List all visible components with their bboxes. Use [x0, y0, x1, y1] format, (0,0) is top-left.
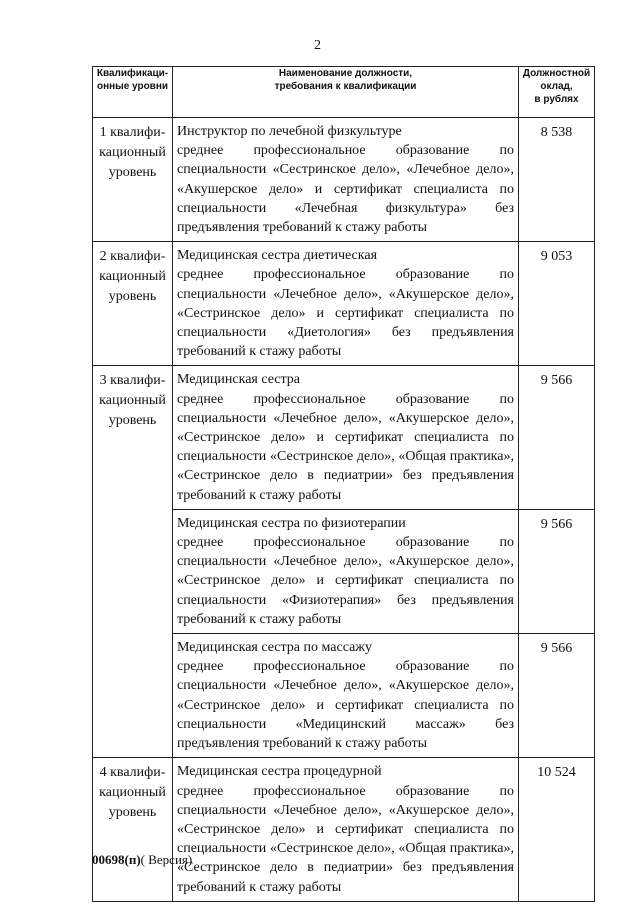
position-requirements: среднее профессиональное образование по специальности «Лечебное дело», «Акушерское дело», «Сестринское дело» и сертификат специалиста по специальности «Сестринское дело», «Общая практика», «Сестринское дело в педиатрии» без предъявления требований к стажу работы	[177, 783, 514, 895]
table-row	[93, 758, 595, 901]
document-version: ( Версия)	[140, 852, 193, 867]
qualification-level-cell	[93, 118, 173, 242]
position-cell	[173, 509, 519, 633]
level-line: 1 квалифи-	[99, 125, 166, 140]
position-cell	[173, 118, 519, 242]
level-line: 2 квалифи-	[99, 249, 166, 265]
header-line: Квалификаци-	[96, 68, 169, 79]
position-title: Медицинская сестра	[177, 372, 301, 388]
position-requirements: среднее профессиональное образование по специальности «Сестринское дело», «Лечебное дело», «Акушерское дело» и сертификат специалиста по специальности «Лечебная физкультура» без предъявления требований к стажу работы	[177, 143, 514, 236]
page-number: 2	[314, 38, 321, 53]
header-qualification-levels	[93, 67, 173, 118]
table-row	[93, 366, 595, 509]
qualification-level-cell	[93, 366, 173, 758]
level-line: кационный	[99, 785, 166, 801]
salary-value: 10 524	[519, 758, 595, 901]
header-line: Должностной	[522, 68, 591, 79]
salary-value: 9 566	[519, 634, 595, 758]
document-code	[92, 852, 192, 868]
position-cell	[173, 634, 519, 758]
table-row	[93, 242, 595, 366]
level-line: уровень	[108, 413, 157, 429]
level-line: 4 квалифи-	[99, 765, 166, 781]
level-line: кационный	[99, 145, 166, 160]
level-line: уровень	[108, 165, 157, 180]
qualification-salary-table	[92, 66, 595, 902]
salary-value: 9 566	[519, 509, 595, 633]
level-line: уровень	[108, 289, 157, 305]
position-requirements: среднее профессиональное образование по специальности «Лечебное дело», «Акушерское дело», «Сестринское дело» и сертификат специалиста по специальности «Сестринское дело», «Общая практика», «Сестринское дело в педиатрии» без предъявления требований к стажу работы	[177, 391, 514, 503]
level-line: 3 квалифи-	[99, 373, 166, 389]
qualification-level-cell	[93, 242, 173, 366]
position-title: Медицинская сестра процедурной	[177, 764, 382, 780]
salary-value: 9 566	[519, 366, 595, 509]
header-line: требования к квалификации	[274, 81, 417, 92]
header-line: Наименование должности,	[278, 68, 413, 79]
position-cell	[173, 366, 519, 509]
position-cell	[173, 242, 519, 366]
position-requirements: среднее профессиональное образование по специальности «Лечебное дело», «Акушерское дело», «Сестринское дело» и сертификат специалиста по специальности «Диетология» без предъявления требований к стажу работы	[177, 267, 514, 360]
level-line: кационный	[99, 393, 166, 409]
header-line: оклад,	[540, 81, 573, 92]
header-salary	[519, 67, 595, 118]
header-position-requirements	[173, 67, 519, 118]
position-title: Медицинская сестра по массажу	[177, 640, 372, 656]
position-title: Медицинская сестра по физиотерапии	[177, 515, 406, 531]
position-cell	[173, 758, 519, 901]
position-requirements: среднее профессиональное образование по специальности «Лечебное дело», «Акушерское дело», «Сестринское дело» и сертификат специалиста по специальности «Физиотерапия» без предъявления требований к стажу работы	[177, 535, 514, 627]
header-line: в рублях	[534, 94, 579, 105]
document-code-number: 00698(п)	[92, 852, 141, 867]
header-line: онные уровни	[96, 81, 169, 92]
position-title: Инструктор по лечебной физкультуре	[177, 124, 402, 139]
salary-value: 8 538	[519, 118, 595, 242]
level-line: кационный	[99, 269, 166, 285]
qualification-level-cell	[93, 758, 173, 901]
position-requirements: среднее профессиональное образование по специальности «Лечебное дело», «Акушерское дело», «Сестринское дело» и сертификат специалиста по специальности «Медицинский массаж» без предъявления требований к стажу работы	[177, 659, 514, 752]
table-header-row	[93, 67, 595, 118]
salary-value: 9 053	[519, 242, 595, 366]
position-title: Медицинская сестра диетическая	[177, 248, 378, 264]
table-row	[93, 118, 595, 242]
level-line: уровень	[108, 805, 157, 821]
